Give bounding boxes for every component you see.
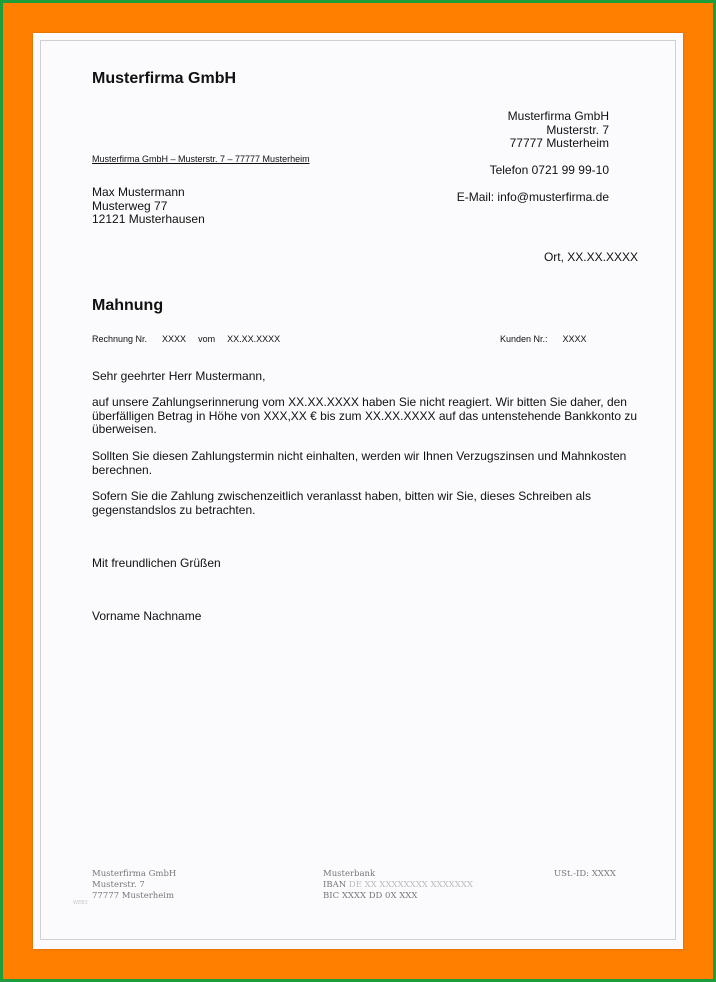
invoice-date-value: XX.XX.XXXX	[227, 334, 281, 344]
footer-bic	[323, 891, 473, 902]
iban-label: IBAN	[323, 880, 347, 890]
bic-value: XXXX DD 0X XXX	[341, 891, 418, 901]
signature-name: Vorname Nachname	[92, 609, 202, 623]
footer-iban	[323, 880, 473, 891]
customer-number-value: XXXX	[562, 334, 587, 344]
customer-reference	[500, 334, 587, 344]
recipient-address	[92, 186, 205, 227]
invoice-date-label: vom	[198, 334, 216, 344]
sender-street: Musterstr. 7	[546, 122, 609, 137]
invoice-number-value: XXXX	[162, 334, 187, 344]
small-page-code: WEB3	[73, 900, 88, 906]
sender-name: Musterfirma GmbH	[507, 109, 609, 123]
footer-company-city: 77777 Musterheim	[92, 891, 175, 901]
sender-city: 77777 Musterheim	[509, 136, 609, 150]
letter-subject: Mahnung	[92, 297, 164, 314]
recipient-city: 12121 Musterhausen	[92, 212, 205, 226]
body-paragraph: Sollten Sie diesen Zahlungstermin nicht einhalten, werden wir Ihnen Verzugszinsen und Mahnkosten berechnen.	[92, 449, 627, 477]
body-paragraph: auf unsere Zahlungserinnerung vom XX.XX.XXXX haben Sie nicht reagiert. Wir bitten Sie daher, den überfälligen Betrag in Höhe von XXX,XX € bis zum XX.XX.XXXX auf das untenstehende Bankkonto zu überweisen.	[92, 395, 638, 436]
company-title: Musterfirma GmbH	[92, 70, 237, 87]
invoice-number-label: Rechnung Nr.	[92, 334, 148, 344]
customer-number-label: Kunden Nr.:	[500, 334, 548, 344]
invoice-reference	[92, 334, 280, 344]
closing-phrase: Mit freundlichen Grüßen	[92, 556, 221, 570]
footer-bank	[323, 869, 473, 902]
recipient-name: Max Mustermann	[92, 185, 185, 199]
footer-company-street: Musterstr. 7	[92, 880, 145, 890]
sender-address	[508, 110, 609, 151]
footer-bank-name: Musterbank	[323, 869, 376, 879]
body-paragraph: Sofern Sie die Zahlung zwischenzeitlich veranlasst haben, bitten wir Sie, dieses Schreiben als gegenstandslos zu betrachten.	[92, 489, 591, 517]
footer-company	[92, 869, 176, 902]
sender-email: E-Mail: info@musterfirma.de	[456, 190, 609, 204]
footer-company-name: Musterfirma GmbH	[92, 869, 177, 879]
recipient-street: Musterweg 77	[92, 198, 168, 213]
salutation: Sehr geehrter Herr Mustermann,	[92, 369, 266, 383]
return-address-line: Musterfirma GmbH – Musterstr. 7 – 77777 Musterheim	[92, 154, 310, 164]
sender-phone: Telefon 0721 99 99-10	[489, 163, 609, 177]
place-date: Ort, XX.XX.XXXX	[543, 250, 638, 264]
iban-value: DE XX XXXXXXXX XXXXXXX	[348, 880, 473, 890]
bic-label: BIC	[323, 891, 340, 901]
footer-vat-id: USt.-ID: XXXX	[554, 869, 616, 879]
